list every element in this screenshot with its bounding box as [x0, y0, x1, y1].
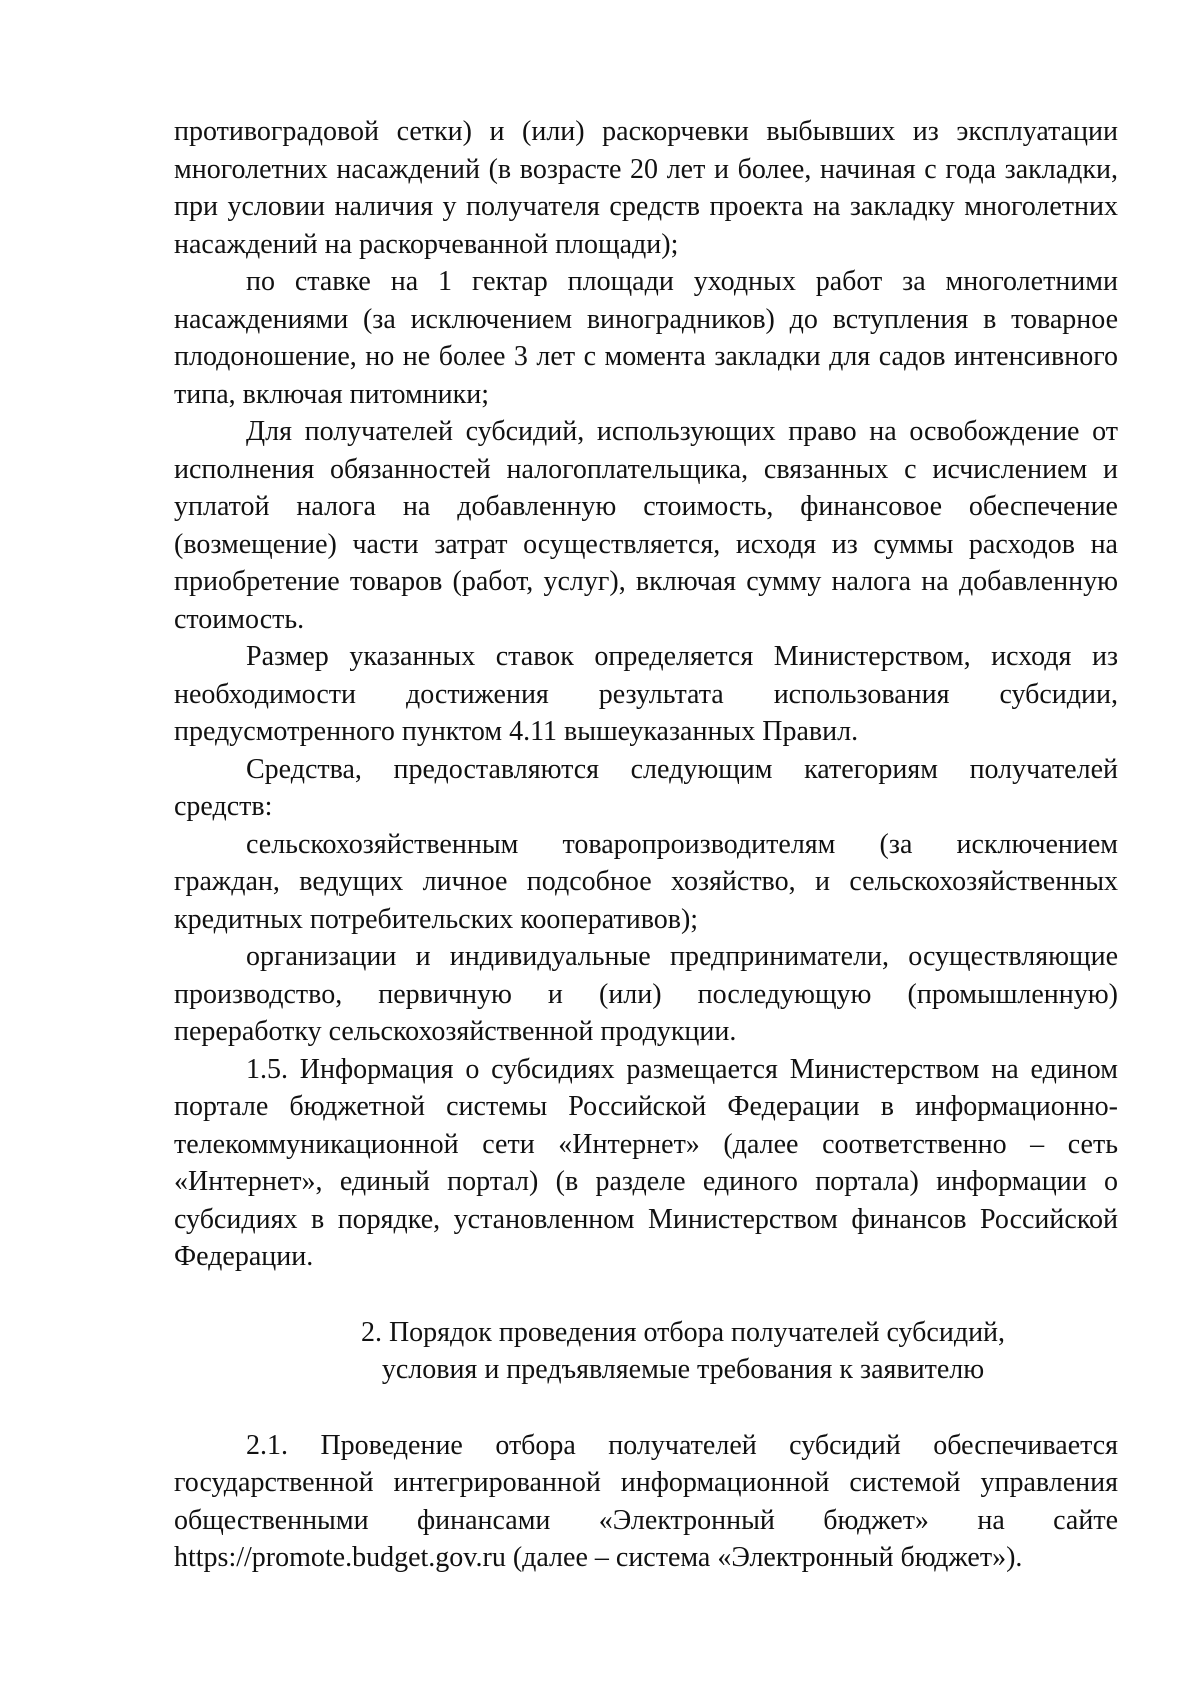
paragraph-agricultural-producers: сельскохозяйственным товаропроизводителям (за исключением граждан, ведущих личное подсобное хозяйство, и сельскохозяйственных кредитных потребительских кооперативов);: [174, 828, 1118, 935]
paragraph-1-5-information: 1.5. Информация о субсидиях размещается Министерством на едином портале бюджетной системы Российской Федерации в информационно-телекоммуникационной сети «Интернет» (далее соответственно – сеть «Интернет», единый портал) (в разделе единого портала) информации о субсидиях в порядке, установленном Министерством финансов Российской Федерации.: [174, 1053, 1118, 1272]
paragraph-hail-net-continuation: противоградовой сетки) и (или) раскорчевки выбывших из эксплуатации многолетних насаждений (в возрасте 20 лет и более, начиная с года закладки, при условии наличия у получателя средств проекта на закладку многолетних насаждений на раскорчеванной площади);: [174, 116, 1118, 260]
paragraph-rate-determination: Размер указанных ставок определяется Министерством, исходя из необходимости достижения результата использования субсидии, предусмотренного пунктом 4.11 вышеуказанных Правил.: [174, 641, 1118, 747]
section-heading: [174, 1314, 1118, 1389]
paragraph-maintenance-rate: по ставке на 1 гектар площади уходных работ за многолетними насаждениями (за исключением виноградников) до вступления в товарное плодоношение, но не более 3 лет с момента закладки для садов интенсивного типа, включая питомники;: [174, 266, 1118, 410]
document-body: [174, 113, 1118, 1577]
paragraph-2-1-selection: 2.1. Проведение отбора получателей субсидий обеспечивается государственной интегрированной информационной системой управления общественными финансами «Электронный бюджет» на сайте https://promote.budget.gov.ru (далее – система «Электронный бюджет»).: [174, 1429, 1118, 1573]
section-heading-line-2: условия и предъявляемые требования к заявителю: [381, 1354, 985, 1385]
paragraph-vat-exemption: Для получателей субсидий, использующих право на освобождение от исполнения обязанностей налогоплательщика, связанных с исчислением и уплатой налога на добавленную стоимость, финансовое обеспечение (возмещение) части затрат осуществляется, исходя из суммы расходов на приобретение товаров (работ, услуг), включая сумму налога на добавленную стоимость.: [174, 416, 1118, 635]
section-heading-line-1: 2. Порядок проведения отбора получателей субсидий,: [360, 1316, 1006, 1348]
paragraph-processing-organizations: организации и индивидуальные предприниматели, осуществляющие производство, первичную и (или) последующую (промышленную) переработку сельскохозяйственной продукции.: [174, 941, 1118, 1047]
paragraph-recipient-categories: Средства, предоставляются следующим категориям получателей средств:: [174, 753, 1118, 822]
